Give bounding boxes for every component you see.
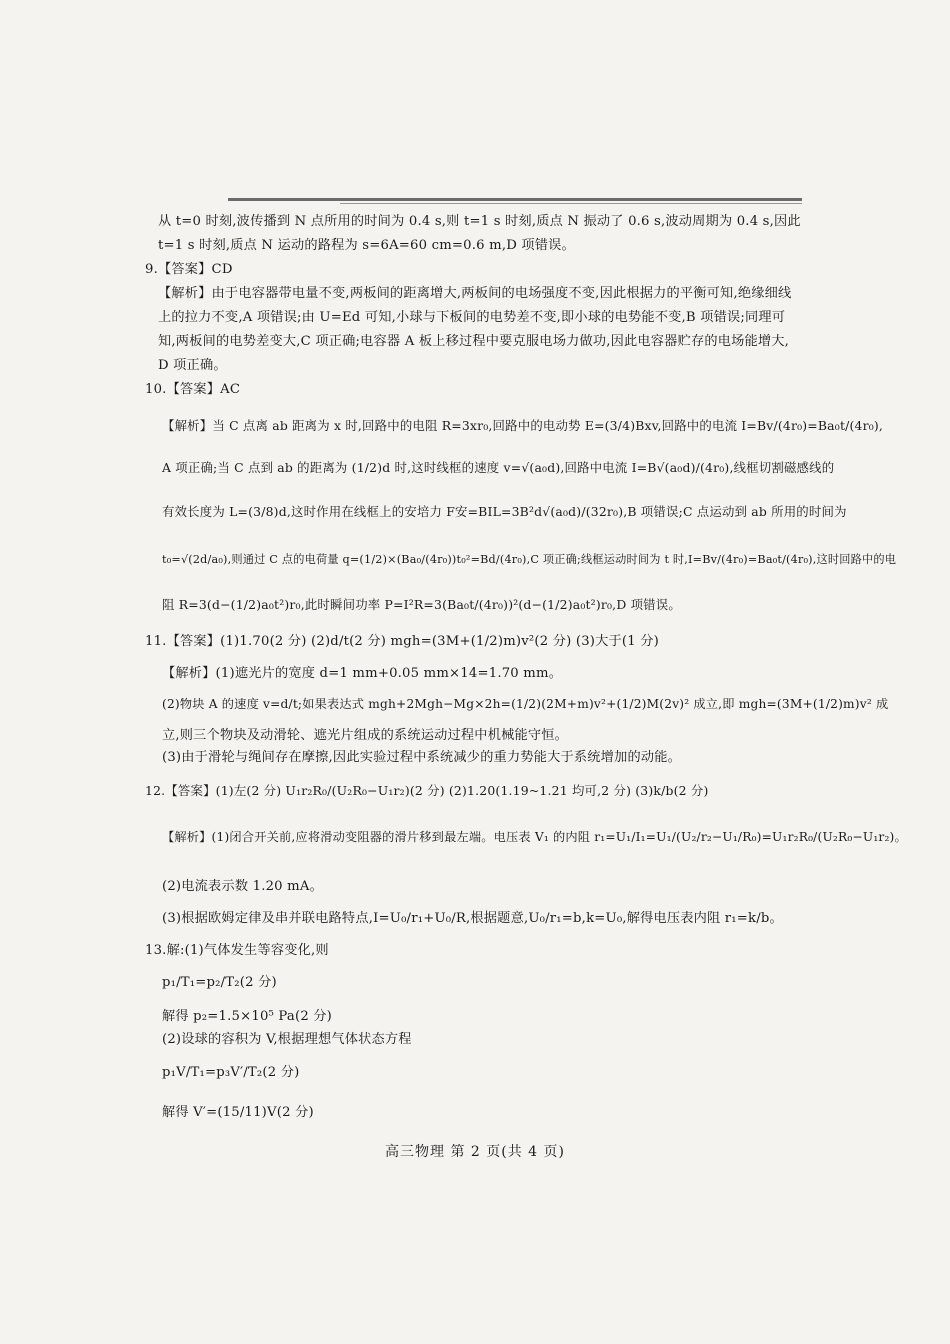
- answer-heading-12: 12.【答案】(1)左(2 分) U₁r₂R₀/(U₂R₀−U₁r₂)(2 分) (2)1.20(1.19~1.21 均可,2 分) (3)k/b(2 分): [145, 783, 709, 798]
- text-line: (3)由于滑轮与绳间存在摩擦,因此实验过程中系统减少的重力势能大于系统增加的动能。: [162, 750, 682, 765]
- text-line: (2)物块 A 的速度 v=d/t;如果表达式 mgh+2Mgh−Mg×2h=(1/2)(2M+m)v²+(1/2)M(2v)² 成立,即 mgh=(3M+(1/2)m)v² 成: [162, 697, 889, 711]
- answer-heading-10: 10.【答案】AC: [145, 382, 241, 397]
- text-line: (2)电流表示数 1.20 mA。: [162, 879, 323, 894]
- text-line: 【解析】当 C 点离 ab 距离为 x 时,回路中的电阻 R=3xr₀,回路中的电动势 E=(3/4)Bxv,回路中的电流 I=Bv/(4r₀)=Ba₀t/(4r₀),: [162, 418, 884, 433]
- text-line: 解得 p₂=1.5×10⁵ Pa(2 分): [162, 1009, 333, 1024]
- text-line: 知,两板间的电势差变大,C 项正确;电容器 A 板上移过程中要克服电场力做功,因此电容器贮存的电场能增大,: [158, 334, 790, 349]
- text-line: 有效长度为 L=(3/8)d,这时作用在线框上的安培力 F安=BIL=3B²d√(a₀d)/(32r₀),B 项错误;C 点运动到 ab 所用的时间为: [162, 504, 847, 519]
- text-line: 【解析】(1)遮光片的宽度 d=1 mm+0.05 mm×14=1.70 mm。: [162, 666, 563, 681]
- text-line: 解得 V′=(15/11)V(2 分): [162, 1105, 314, 1120]
- text-line: A 项正确;当 C 点到 ab 的距离为 (1/2)d 时,这时线框的速度 v=√(a₀d),回路中电流 I=B√(a₀d)/(4r₀),线框切割磁感线的: [162, 460, 835, 475]
- text-line: 上的拉力不变,A 项错误;由 U=Ed 可知,小球与下板间的电势差不变,即小球的电势能不变,B 项错误;同理可: [158, 310, 786, 325]
- text-line: t=1 s 时刻,质点 N 运动的路程为 s=6A=60 cm=0.6 m,D 项错误。: [158, 238, 575, 253]
- text-line: 【解析】由于电容器带电量不变,两板间的距离增大,两板间的电场强度不变,因此根据力的平衡可知,绝缘细线: [158, 286, 792, 301]
- text-line: 从 t=0 时刻,波传播到 N 点所用的时间为 0.4 s,则 t=1 s 时刻,质点 N 振动了 0.6 s,波动周期为 0.4 s,因此: [158, 214, 801, 229]
- page-footer: 高三物理 第 2 页(共 4 页): [385, 1144, 565, 1160]
- text-line: t₀=√(2d/a₀),则通过 C 点的电荷量 q=(1/2)×(Ba₀/(4r₀))t₀²=Bd/(4r₀),C 项正确;线框运动时间为 t 时,I=Bv/(4r₀)=Ba₀t/(4r₀),这时回路中的电: [162, 553, 897, 566]
- header-rule: [228, 198, 802, 201]
- text-line: (2)设球的容积为 V,根据理想气体状态方程: [162, 1032, 412, 1047]
- text-line: 立,则三个物块及动滑轮、遮光片组成的系统运动过程中机械能守恒。: [162, 728, 569, 743]
- text-line: 【解析】(1)闭合开关前,应将滑动变阻器的滑片移到最左端。电压表 V₁ 的内阻 r₁=U₁/I₁=U₁/(U₂/r₂−U₁/R₀)=U₁r₂R₀/(U₂R₀−U₁r₂)。: [162, 830, 907, 844]
- answer-heading-11: 11.【答案】(1)1.70(2 分) (2)d/t(2 分) mgh=(3M+(1/2)m)v²(2 分) (3)大于(1 分): [145, 634, 659, 649]
- text-line: D 项正确。: [158, 358, 227, 373]
- text-line: 阻 R=3(d−(1/2)a₀t²)r₀,此时瞬间功率 P=I²R=3(Ba₀t/(4r₀))²(d−(1/2)a₀t²)r₀,D 项错误。: [162, 597, 681, 612]
- text-line: (3)根据欧姆定律及串并联电路特点,I=U₀/r₁+U₀/R,根据题意,U₀/r₁=b,k=U₀,解得电压表内阻 r₁=k/b。: [162, 911, 783, 926]
- answer-heading-9: 9.【答案】CD: [145, 262, 233, 277]
- header-rule-thin: [340, 203, 802, 204]
- equation-line: p₁/T₁=p₂/T₂(2 分): [162, 975, 277, 990]
- solution-heading-13: 13.解:(1)气体发生等容变化,则: [145, 943, 329, 958]
- equation-line: p₁V/T₁=p₃V′/T₂(2 分): [162, 1065, 300, 1080]
